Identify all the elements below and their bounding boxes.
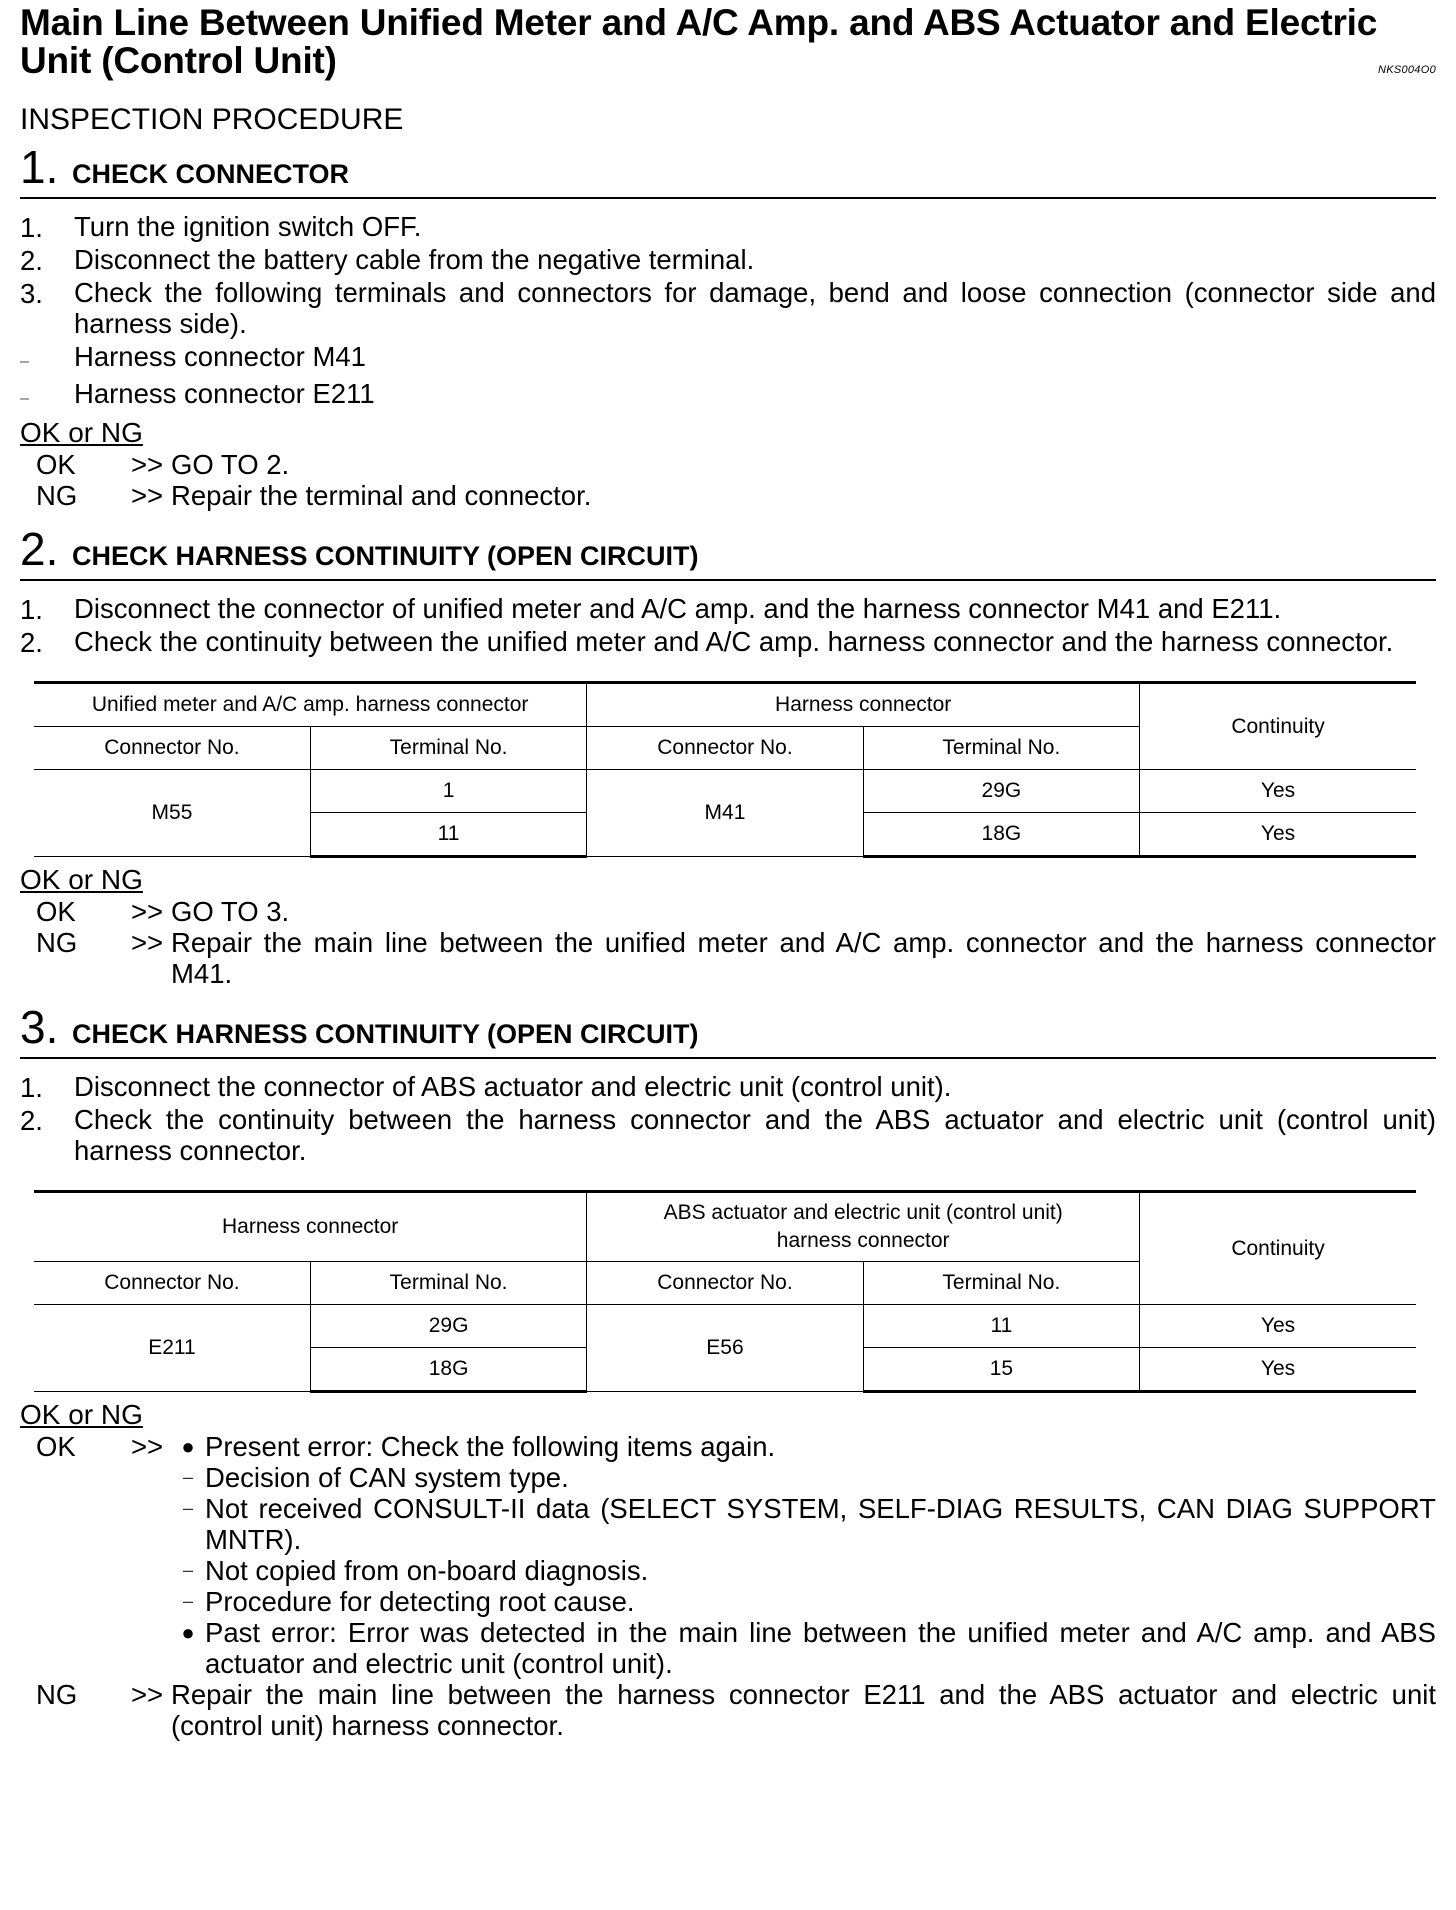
step-2-heading [20,525,1436,581]
title-line-2: Unit (Control Unit) [20,40,337,81]
table-header: Continuity [1140,1192,1416,1305]
table-header: ABS actuator and electric unit (control unit) harness connector [587,1192,1140,1262]
table-cell: Yes [1140,770,1416,813]
table-header: Unified meter and A/C amp. harness connector [34,683,587,727]
table-cell: M41 [587,770,863,857]
table-cell: E211 [34,1305,310,1392]
table-header: Terminal No. [310,1262,586,1305]
sub-list-item: – Harness connector E211 [20,378,375,409]
list-item: ● Past error: Error was detected in the main line between the unified meter and A/C amp. and ABS actuator and electric unit (control unit). [171,1617,1436,1679]
doc-code: NKS004O0 [1377,64,1436,76]
ok-result: OK >> GO TO 3. [36,896,290,927]
table-header: Terminal No. [310,727,586,770]
table-header: Harness connector [587,683,1140,727]
list-item: – Not received CONSULT-II data (SELECT SYSTEM, SELF-DIAG RESULTS, CAN DIAG SUPPORT MNTR). [171,1493,1436,1555]
step-2-instructions [20,593,1436,659]
list-item: 2. Disconnect the battery cable from the negative terminal. [20,244,755,276]
dash-icon: – [182,1560,193,1580]
inspection-procedure-heading: INSPECTION PROCEDURE [20,103,404,136]
list-item: – Not copied from on-board diagnosis. [171,1555,1436,1586]
dash-icon: – [182,1591,193,1611]
step-1-heading [20,143,1436,199]
list-item: – Procedure for detecting root cause. [171,1586,1436,1617]
ng-result: NG >> Repair the main line between the harness connector E211 and the ABS actuator and electric unit (control unit) harness connector. [36,1679,1436,1741]
table-header: Connector No. [34,727,310,770]
bullet-icon: ● [181,1620,195,1645]
document-page [20,0,1436,1741]
list-item: ● Present error: Check the following items again. [171,1431,1436,1462]
step-1-number: 1. [20,141,59,193]
table-cell: Yes [1140,813,1416,857]
ng-result: NG >> Repair the terminal and connector. [36,480,592,511]
list-item: 1. Disconnect the connector of ABS actuator and electric unit (control unit). [20,1071,952,1103]
table-header: Terminal No. [863,727,1139,770]
table-header: Harness connector [34,1192,587,1262]
table-cell: 1 [310,770,586,813]
dash-icon: – [182,1467,193,1487]
list-item: 1. Disconnect the connector of unified meter and A/C amp. and the harness connector M41 and E211. [20,593,1282,625]
ok-result: OK >> GO TO 2. [36,449,290,480]
table-cell: E56 [587,1305,863,1392]
table-cell: 11 [310,813,586,857]
step-2-title: CHECK HARNESS CONTINUITY (OPEN CIRCUIT) [72,541,699,571]
table-cell: 18G [863,813,1139,857]
list-item: 3. Check the following terminals and connectors for damage, bend and loose connection (connector side and harness side). [20,277,1436,339]
list-item: 1. Turn the ignition switch OFF. [20,211,422,243]
ok-or-ng-label: OK or NG [20,864,143,895]
table-cell: 29G [310,1305,586,1348]
step-3-title: CHECK HARNESS CONTINUITY (OPEN CIRCUIT) [72,1019,699,1049]
table-cell: Yes [1140,1305,1416,1348]
ok-or-ng-label: OK or NG [20,1399,143,1430]
table-header: Connector No. [587,1262,863,1305]
step-1-title: CHECK CONNECTOR [72,159,350,189]
list-item: 2. Check the continuity between the unified meter and A/C amp. harness connector and the harness connector. [20,626,1394,658]
table-cell: Yes [1140,1348,1416,1392]
table-header: Connector No. [587,727,863,770]
step-3-heading [20,1003,1436,1059]
dash-icon: – [182,1498,193,1518]
list-item: 2. Check the continuity between the harness connector and the ABS actuator and electric unit (control unit) harness connector. [20,1104,1436,1166]
table-cell: 18G [310,1348,586,1392]
list-item: – Decision of CAN system type. [171,1462,1436,1493]
table-row [34,770,1416,813]
page-title [20,4,1436,89]
table-cell: 29G [863,770,1139,813]
table-header: Continuity [1140,683,1416,770]
step-3-instructions [20,1071,1436,1168]
ng-result: NG >> Repair the main line between the unified meter and A/C amp. connector and the harness connector M41. [36,927,1436,989]
table-cell: 11 [863,1305,1139,1348]
ok-result-details [171,1431,1436,1679]
table-row [34,1305,1416,1348]
step-3-number: 3. [20,1001,59,1053]
bullet-icon: ● [181,1434,195,1459]
table-cell: 15 [863,1348,1139,1392]
title-line-1: Main Line Between Unified Meter and A/C Amp. and ABS Actuator and Electric [20,2,1378,43]
step-2-number: 2. [20,523,59,575]
ok-or-ng-label: OK or NG [20,417,143,448]
continuity-table-1 [34,681,1416,858]
table-header: Connector No. [34,1262,310,1305]
step-1-instructions [20,211,1436,415]
sub-list-item: – Harness connector M41 [20,341,366,372]
continuity-table-2 [34,1190,1416,1393]
ok-result: OK >> ● Present error: Check the following items again. – Decision of CAN system type. – Not received CONSULT-II data (SELECT SYSTEM, SELF-DIAG RESULTS, CAN DIAG SUPPORT MNTR). – Not copied from on-board diagnosis. – Procedure for detecting root cause. ● Past error: Error was detected in the main line between the unified meter and A/C amp. and ABS actuator and electric unit (control unit). [36,1431,1436,1679]
table-cell: M55 [34,770,310,857]
table-header: Terminal No. [863,1262,1139,1305]
